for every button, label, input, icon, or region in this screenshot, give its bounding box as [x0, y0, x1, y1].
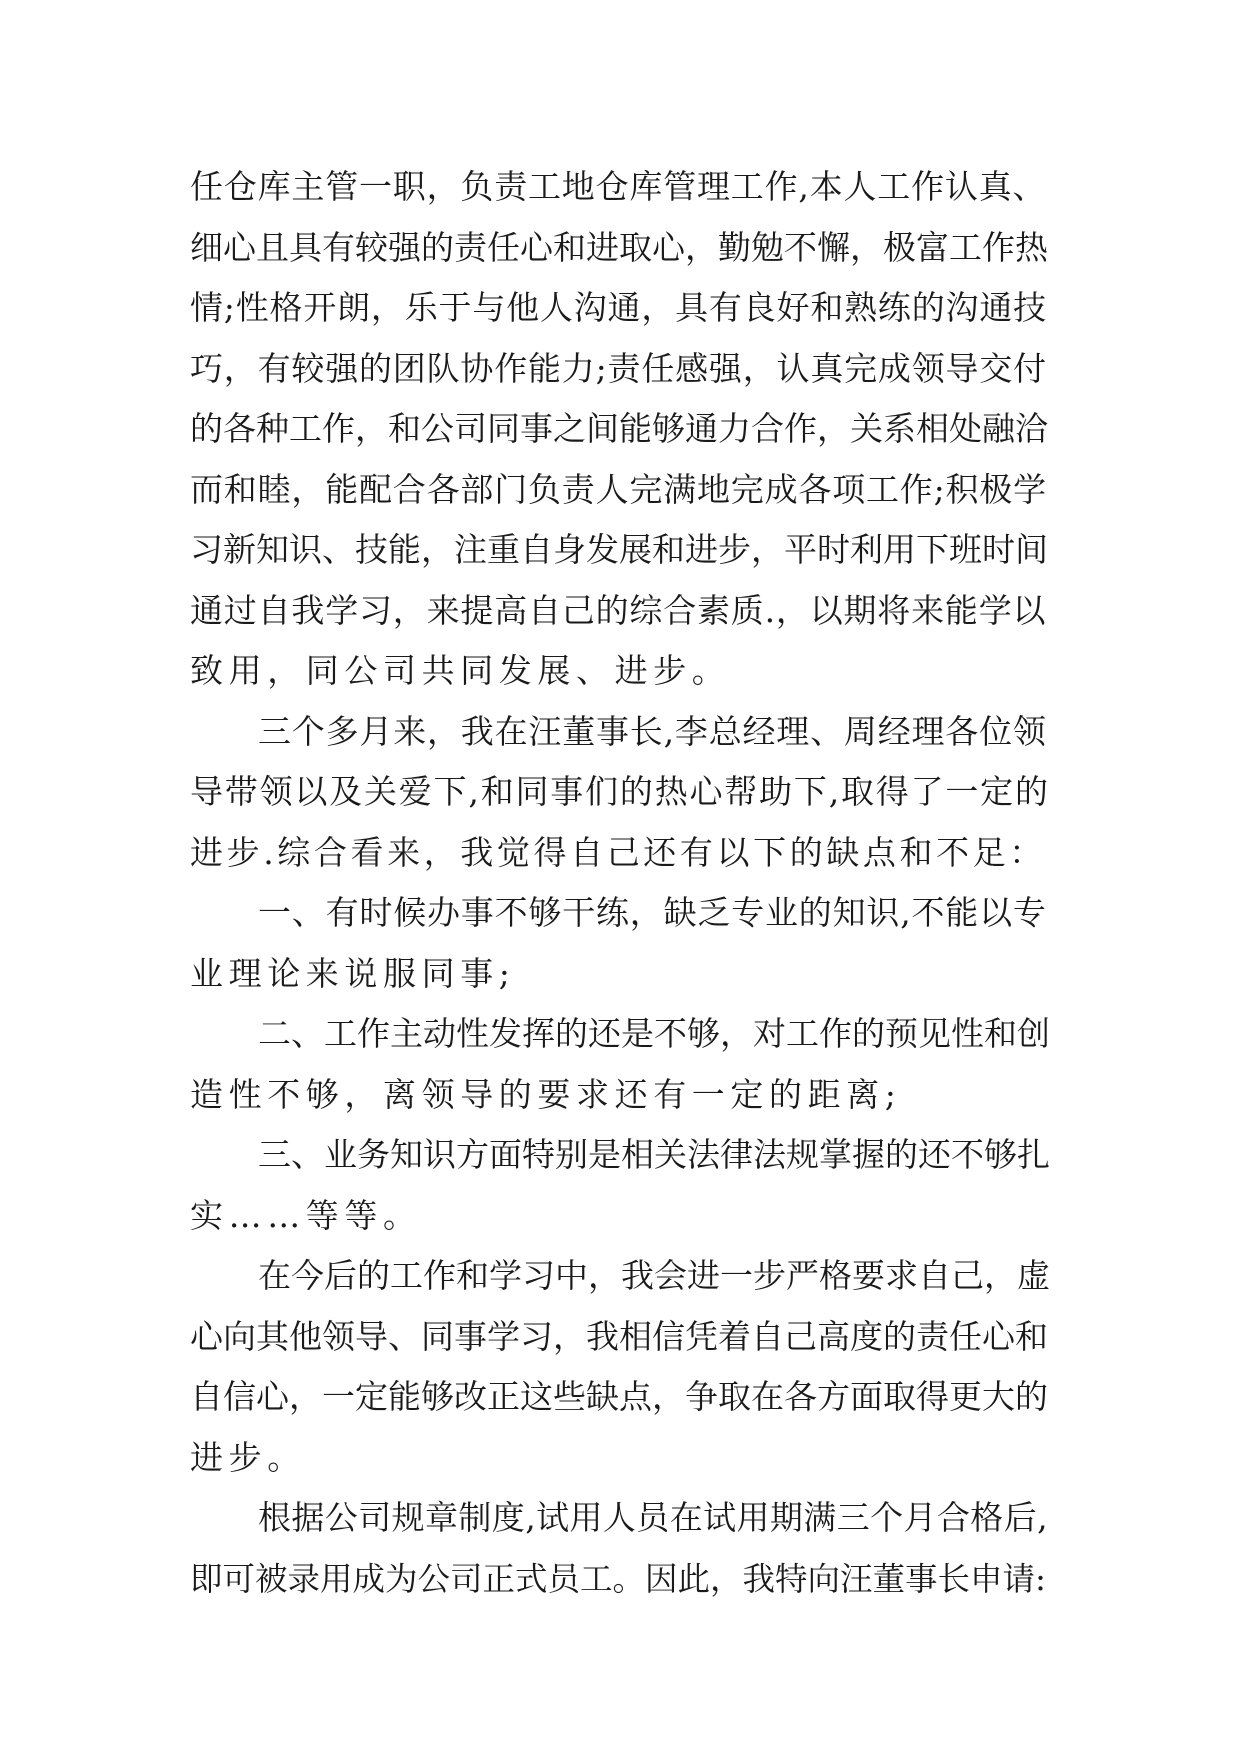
paragraph-first-line: 一、有时候办事不够干练，缺乏专业的知识,不能以专	[258, 893, 1047, 932]
text-line: 进步.综合看来，我觉得自己还有以下的缺点和不足：	[190, 832, 1046, 872]
paragraph-first-line: 三个多月来，我在汪董事长,李总经理、周经理各位领	[258, 711, 1047, 751]
paragraph-first-line: 二、工作主动性发挥的还是不够，对工作的预见性和创	[258, 1014, 1050, 1053]
text-line: 业理论来说服同事;	[190, 953, 516, 993]
text-line: 情;性格开朗，乐于与他人沟通，具有良好和熟练的沟通技	[190, 288, 1047, 327]
text-line: 任仓库主管一职，负责工地仓库管理工作,本人工作认真、	[190, 167, 1047, 206]
text-line: 通过自我学习，来提高自己的综合素质.，以期将来能学以	[190, 590, 1047, 630]
text-line: 实……等等。	[190, 1195, 422, 1235]
text-line: 自信心，一定能够改正这些缺点，争取在各方面取得更大的	[190, 1377, 1048, 1416]
text-line: 致用，同公司共同发展、进步。	[190, 651, 731, 690]
document-body	[190, 157, 1050, 1609]
text-line: 习新知识、技能，注重自身发展和进步，平时利用下班时间	[190, 530, 1048, 569]
text-line: 的各种工作，和公司同事之间能够通力合作，关系相处融洽	[190, 409, 1048, 448]
paragraph-first-line: 根据公司规章制度,试用人员在试用期满三个月合格后,	[258, 1498, 1048, 1537]
text-line: 进步。	[190, 1437, 306, 1477]
text-line: 导带领以及关爱下,和同事们的热心帮助下,取得了一定的	[190, 772, 1050, 811]
text-line: 巧，有较强的团队协作能力;责任感强，认真完成领导交付	[190, 348, 1047, 388]
text-line: 即可被录用成为公司正式员工。因此，我特向汪董事长申请:	[190, 1559, 1046, 1598]
paragraph-first-line: 三、业务知识方面特别是相关法律法规掌握的还不够扎	[258, 1135, 1050, 1174]
text-line: 细心且具有较强的责任心和进取心，勤勉不懈，极富工作热	[190, 227, 1048, 267]
text-line: 造性不够，离领导的要求还有一定的距离;	[190, 1074, 902, 1114]
text-line: 而和睦，能配合各部门负责人完满地完成各项工作;积极学	[190, 469, 1047, 509]
paragraph-first-line: 在今后的工作和学习中，我会进一步严格要求自己，虚	[258, 1256, 1050, 1295]
text-line: 心向其他领导、同事学习，我相信凭着自己高度的责任心和	[190, 1316, 1048, 1356]
